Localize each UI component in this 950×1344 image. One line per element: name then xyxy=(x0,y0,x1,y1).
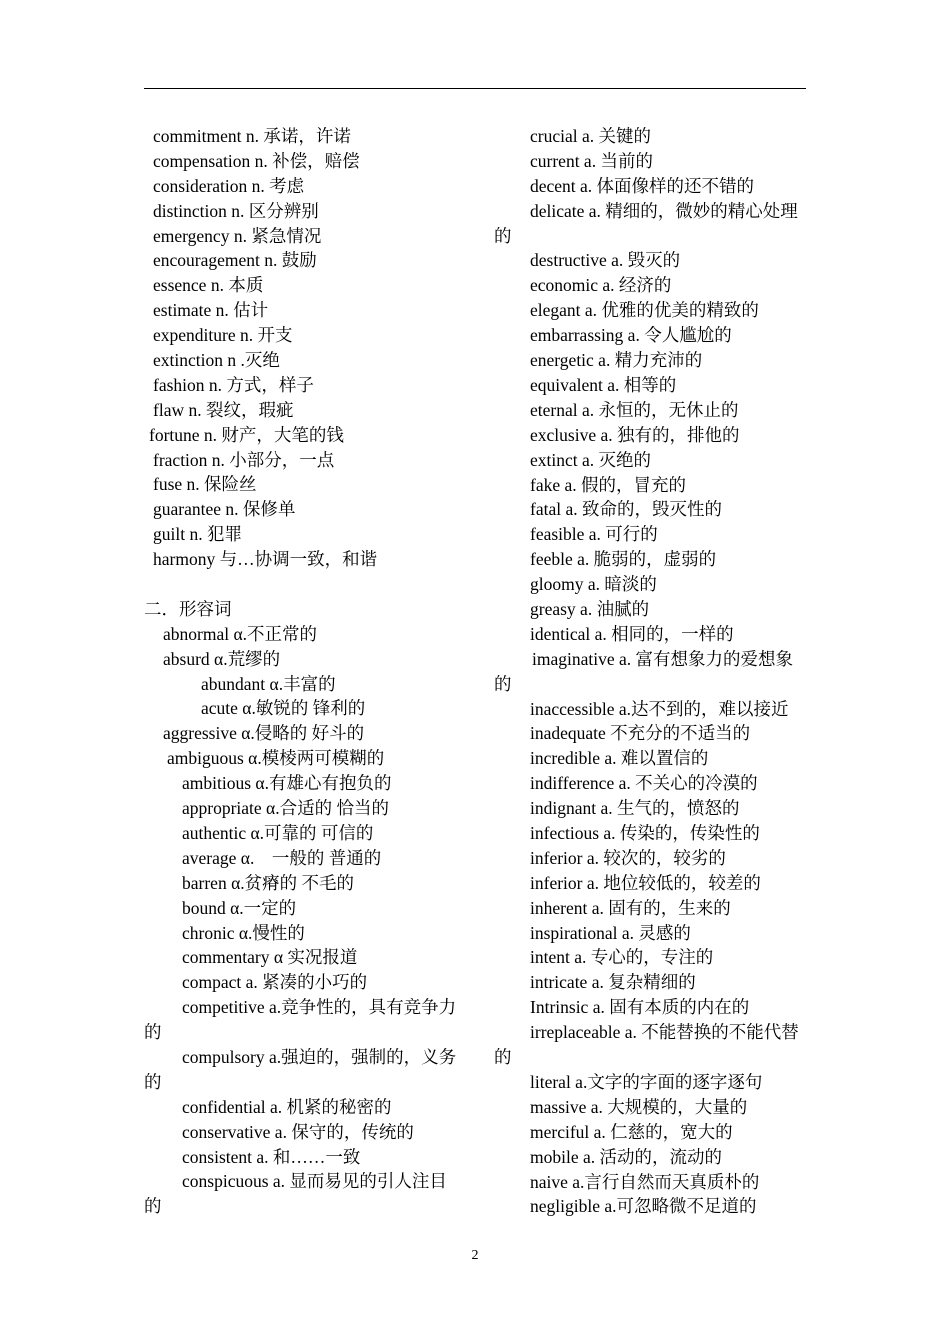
header-rule xyxy=(144,88,806,89)
vocab-entry: confidential a. 机紧的秘密的 xyxy=(182,1096,392,1117)
vocab-entry: naive a.言行自然而天真质朴的 xyxy=(530,1171,760,1192)
vocab-entry: exclusive a. 独有的，排他的 xyxy=(530,424,740,445)
vocab-entry: bound α.一定的 xyxy=(182,897,297,918)
vocab-entry: guilt n. 犯罪 xyxy=(153,524,242,545)
vocab-entry: 二．形容词 xyxy=(144,598,232,619)
vocab-entry: inspirational a. 灵感的 xyxy=(530,922,691,943)
vocab-entry: emergency n. 紧急情况 xyxy=(153,225,322,246)
vocab-entry: absurd α.荒缪的 xyxy=(163,648,281,669)
vocab-entry: conspicuous a. 显而易见的引人注目的 xyxy=(144,1171,447,1217)
vocab-entry: feasible a. 可行的 xyxy=(530,524,658,545)
vocab-entry: energetic a. 精力充沛的 xyxy=(530,350,703,371)
vocab-entry: harmony 与…协调一致，和谐 xyxy=(153,549,378,570)
vocab-entry: chronic α.慢性的 xyxy=(182,922,305,943)
vocab-entry: ambiguous α.模棱两可模糊的 xyxy=(167,748,385,769)
vocab-entry: embarrassing a. 令人尴尬的 xyxy=(530,325,732,346)
vocab-entry: barren α.贫瘠的 不毛的 xyxy=(182,872,354,893)
vocab-entry: guarantee n. 保修单 xyxy=(153,499,296,520)
vocab-entry: fortune n. 财产，大笔的钱 xyxy=(149,424,344,445)
vocab-entry: encouragement n. 鼓励 xyxy=(153,250,317,271)
vocab-entry: acute α.敏锐的 锋利的 xyxy=(201,698,366,719)
vocab-entry: destructive a. 毁灭的 xyxy=(530,250,681,271)
vocab-entry: competitive a.竞争性的，具有竞争力的 xyxy=(144,997,457,1043)
vocab-entry: inherent a. 固有的，生来的 xyxy=(530,897,731,918)
vocab-entry: essence n. 本质 xyxy=(153,275,264,296)
vocab-entry: inadequate 不充分的不适当的 xyxy=(530,723,751,744)
vocab-entry: gloomy a. 暗淡的 xyxy=(530,574,657,595)
vocab-entry: mobile a. 活动的，流动的 xyxy=(530,1146,722,1167)
vocab-entry: compact a. 紧凑的小巧的 xyxy=(182,972,368,993)
vocab-entry: consistent a. 和……一致 xyxy=(182,1146,361,1167)
vocab-entry: intent a. 专心的，专注的 xyxy=(530,947,714,968)
vocab-entry: literal a.文字的字面的逐字逐句 xyxy=(530,1071,763,1092)
vocab-entry: equivalent a. 相等的 xyxy=(530,374,677,395)
vocab-entry: massive a. 大规模的，大量的 xyxy=(530,1096,748,1117)
vocab-entry: flaw n. 裂纹，瑕疵 xyxy=(153,399,294,420)
vocab-entry: fashion n. 方式，样子 xyxy=(153,374,314,395)
vocab-entry: indignant a. 生气的，愤怒的 xyxy=(530,798,740,819)
vocab-entry: average α. 一般的 普通的 xyxy=(182,847,382,868)
blank-line xyxy=(144,572,462,597)
vocab-entry: consideration n. 考虑 xyxy=(153,175,305,196)
vocab-entry: indifference a. 不关心的冷漠的 xyxy=(530,773,758,794)
vocab-entry: extinction n .灭绝 xyxy=(153,350,280,371)
vocab-entry: identical a. 相同的，一样的 xyxy=(530,623,734,644)
vocab-entry: abundant α.丰富的 xyxy=(201,673,336,694)
vocab-entry: infectious a. 传染的，传染性的 xyxy=(530,823,760,843)
vocab-entry: extinct a. 灭绝的 xyxy=(530,449,652,470)
vocab-entry: irreplaceable a. 不能替换的不能代替的 xyxy=(494,1022,799,1068)
vocab-entry: appropriate α.合适的 恰当的 xyxy=(182,798,389,819)
vocab-entry: delicate a. 精细的，微妙的精心处理的 xyxy=(494,200,798,246)
vocab-entry: current a. 当前的 xyxy=(530,150,653,171)
vocab-entry: elegant a. 优雅的优美的精致的 xyxy=(530,300,759,321)
vocab-entry: compensation n. 补偿，赔偿 xyxy=(153,150,360,171)
vocab-entry: ambitious α.有雄心有抱负的 xyxy=(182,773,392,794)
page-number: 2 xyxy=(471,1248,479,1263)
vocab-entry: distinction n. 区分辨别 xyxy=(153,200,319,221)
vocab-entry: decent a. 体面像样的还不错的 xyxy=(530,175,755,196)
vocab-entry: economic a. 经济的 xyxy=(530,275,672,296)
vocab-entry: imaginative a. 富有想象力的爱想象的 xyxy=(494,648,794,694)
vocab-entry: fuse n. 保险丝 xyxy=(153,474,257,495)
vocab-entry: aggressive α.侵略的 好斗的 xyxy=(163,723,365,744)
vocab-entry: commitment n. 承诺，许诺 xyxy=(153,126,351,146)
vocab-entry: fatal a. 致命的，毁灭性的 xyxy=(530,499,722,520)
vocab-entry: negligible a.可忽略微不足道的 xyxy=(530,1196,757,1217)
vocab-entry: crucial a. 关键的 xyxy=(530,126,651,146)
vocab-entry: abnormal α.不正常的 xyxy=(163,623,318,644)
vocab-entry: incredible a. 难以置信的 xyxy=(530,748,709,769)
vocab-entry: authentic α.可靠的 可信的 xyxy=(182,822,374,843)
right-column xyxy=(494,124,810,1219)
vocab-entry: feeble a. 脆弱的，虚弱的 xyxy=(530,549,717,570)
vocab-entry: conservative a. 保守的，传统的 xyxy=(182,1121,414,1142)
vocab-entry: Intrinsic a. 固有本质的内在的 xyxy=(530,997,750,1018)
vocab-entry: intricate a. 复杂精细的 xyxy=(530,972,696,993)
vocab-entry: expenditure n. 开支 xyxy=(153,325,293,346)
vocab-entry: commentary α 实况报道 xyxy=(182,947,358,968)
vocab-entry: inferior a. 地位较低的，较差的 xyxy=(530,872,761,893)
vocab-entry: merciful a. 仁慈的，宽大的 xyxy=(530,1121,733,1142)
vocab-entry: fake a. 假的，冒充的 xyxy=(530,474,687,495)
vocab-entry: compulsory a.强迫的，强制的，义务的 xyxy=(144,1046,457,1092)
vocab-entry: fraction n. 小部分，一点 xyxy=(153,449,335,470)
vocab-entry: eternal a. 永恒的，无休止的 xyxy=(530,399,739,420)
left-column xyxy=(144,124,462,1219)
vocab-entry: inferior a. 较次的，较劣的 xyxy=(530,847,726,868)
vocab-entry: greasy a. 油腻的 xyxy=(530,598,650,619)
vocab-entry: inaccessible a.达不到的，难以接近 xyxy=(530,698,789,719)
vocab-entry: estimate n. 估计 xyxy=(153,300,269,321)
